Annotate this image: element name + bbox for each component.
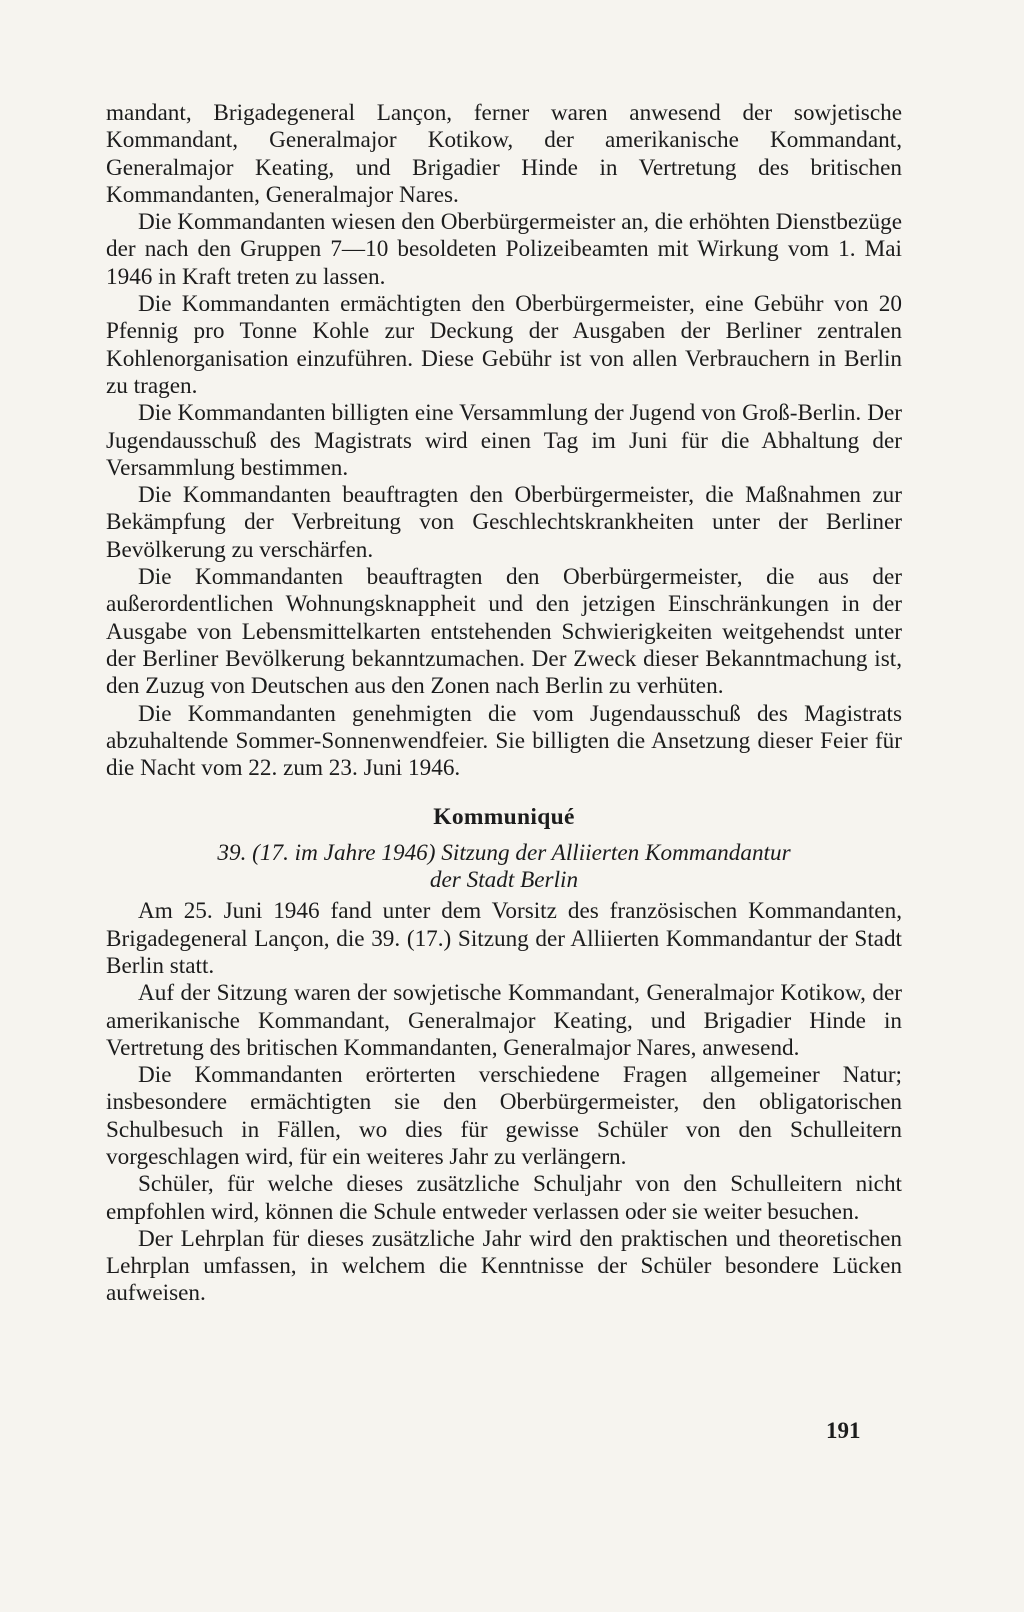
paragraph-solstice-celebration: Die Kommandanten genehmigten die vom Jugendausschuß des Magistrats abzuhaltende Sommer-Sonnenwendfeier. Sie billigten die Ansetzung dieser Feier für die Nacht vom 22. zum 23. Juni 1946. [106, 700, 902, 782]
subheading-line-2: der Stadt Berlin [429, 867, 579, 894]
paragraph-curriculum: Der Lehrplan für dieses zusätzliche Jahr wird den praktischen und theoretischen Lehrplan umfassen, in welchem die Kenntnisse der Schüler besondere Lücken aufweisen. [106, 1225, 902, 1307]
paragraph-continuation: mandant, Brigadegeneral Lançon, ferner waren anwesend der sowjetische Kommandant, Generalmajor Kotikow, der amerikanische Kommandant, Generalmajor Keating, und Brigadier Hinde in Vertretung des britischen Kommandanten, Generalmajor Nares. [106, 100, 902, 208]
section-heading: Kommuniqué [433, 804, 575, 831]
paragraph-school-attendance: Die Kommandanten erörterten verschiedene Fragen allgemeiner Natur; insbesondere ermächtigten sie den Oberbürgermeister, den obligatorischen Schulbesuch in Fällen, wo dies für gewisse Schüler von den Schulleitern vorgeschlagen wird, für ein weiteres Jahr zu verlängern. [106, 1062, 902, 1170]
paragraph-coal-fee: Die Kommandanten ermächtigten den Oberbürgermeister, eine Gebühr von 20 Pfennig pro Tonne Kohle zur Deckung der Ausgaben der Berliner zentralen Kohlenorganisation einzuführen. Diese Gebühr ist von allen Verbrauchern in Berlin zu tragen. [106, 291, 902, 399]
paragraph-housing-shortage: Die Kommandanten beauftragten den Oberbürgermeister, die aus der außerordentlichen Wohnungsknappheit und den jetzigen Einschränkungen in der Ausgabe von Lebensmittelkarten entstehenden Schwierigkeiten weitgehendst unter der Berliner Bevölkerung bekanntzumachen. Der Zweck dieser Bekanntmachung ist, den Zuzug von Deutschen aus den Zonen nach Berlin zu verhüten. [106, 564, 902, 700]
paragraph-students: Schüler, für welche dieses zusätzliche Schuljahr von den Schulleitern nicht empfohlen wird, können die Schule entweder verlassen oder sie weiter besuchen. [106, 1171, 902, 1225]
subheading-line-1: 39. (17. im Jahre 1946) Sitzung der Alliierten Kommandantur [217, 839, 791, 866]
section-subheading [106, 840, 902, 895]
paragraph-session-date: Am 25. Juni 1946 fand unter dem Vorsitz des französischen Kommandanten, Brigadegeneral Lançon, die 39. (17.) Sitzung der Alliierten Kommandantur der Stadt Berlin statt. [106, 898, 902, 979]
body-text [106, 100, 902, 1308]
paragraph-police-pay: Die Kommandanten wiesen den Oberbürgermeister an, die erhöhten Dienstbezüge der nach den Gruppen 7—10 besoldeten Polizeibeamten mit Wirkung vom 1. Mai 1946 in Kraft treten zu lassen. [106, 209, 902, 290]
paragraph-youth-assembly: Die Kommandanten billigten eine Versammlung der Jugend von Groß-Berlin. Der Jugendausschuß des Magistrats wird einen Tag im Juni für die Abhaltung der Versammlung bestimmen. [106, 400, 902, 481]
page-number: 191 [826, 1418, 861, 1443]
paragraph-disease-measures: Die Kommandanten beauftragten den Oberbürgermeister, die Maßnahmen zur Bekämpfung der Verbreitung von Geschlechtskrankheiten unter der Berliner Bevölkerung zu verschärfen. [106, 482, 902, 563]
paragraph-attendees: Auf der Sitzung waren der sowjetische Kommandant, Generalmajor Kotikow, der amerikanische Kommandant, Generalmajor Keating, und Brigadier Hinde in Vertretung des britischen Kommandanten, Generalmajor Nares, anwesend. [106, 980, 902, 1061]
